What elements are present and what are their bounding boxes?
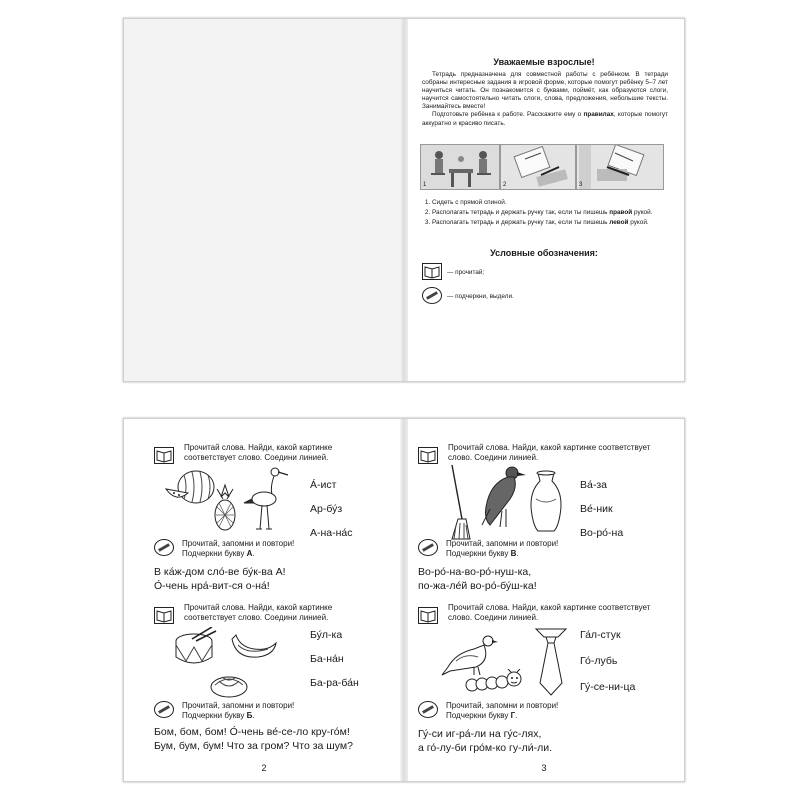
- book-icon: [422, 263, 442, 280]
- page3-sentence1: Во-ро́-на-во-ро́-нуш-ка, по-жа-ле́й во-ро́-бу́ш-ка!: [418, 566, 537, 592]
- page3-task1: Прочитай слова. Найди, какой картинке соответствует слово. Соедини линией.: [448, 443, 651, 462]
- page-number-3: 3: [541, 763, 547, 773]
- page2-task2: Прочитай, запомни и повтори! Подчеркни букву А.: [182, 539, 295, 558]
- vase-picture: [526, 469, 566, 535]
- page3-task2: Прочитай, запомни и повтори! Подчеркни букву В.: [446, 539, 559, 558]
- page-2: [124, 419, 404, 781]
- pencil-icon: [418, 701, 438, 718]
- tie-picture: [534, 627, 568, 697]
- book-icon: [418, 447, 438, 464]
- pencil-icon: [154, 701, 174, 718]
- pencil-icon: [418, 539, 438, 556]
- bottom-gutter: [400, 419, 408, 781]
- rule-item: 3. Располагать тетрадь и держать ручку так, если ты пишешь левой рукой.: [432, 219, 668, 227]
- word-bulka: Бу́л-ка: [310, 629, 343, 641]
- stork-picture: [242, 465, 290, 535]
- caterpillar-picture: [464, 669, 528, 693]
- book-icon: [418, 607, 438, 624]
- pineapple-picture: [212, 483, 238, 533]
- page3-sentence2: Гу́-си иг-ра́-ли на гу́с-лях, а го́-лу-би гро́м-ко гу-ли́-ли.: [418, 728, 553, 754]
- bottom-spread: [123, 418, 685, 782]
- intro-paragraph-2: Подготовьте ребёнка к работе. Расскажите ему о правилах, которые помогут аккуратно и красиво писать.: [422, 111, 668, 127]
- pencil-icon: [154, 539, 174, 556]
- blank-left-page: [124, 19, 404, 381]
- page3-task3: Прочитай слова. Найди, какой картинке соответствует слово. Соедини линией.: [448, 603, 651, 622]
- page3-task4: Прочитай, запомни и повтори! Подчеркни букву Г.: [446, 701, 559, 720]
- intro-page: [404, 19, 684, 381]
- photo-right-hand: 2: [500, 144, 576, 190]
- word-gusenitsa: Гу́-се-ни-ца: [580, 681, 636, 693]
- legend-title: Условные обозначения:: [490, 248, 598, 258]
- page-number-2: 2: [261, 763, 267, 773]
- word-vaza: Ва́-за: [580, 479, 607, 491]
- pencil-icon: [422, 287, 442, 304]
- word-venik: Ве́-ник: [580, 503, 613, 515]
- photo-left-hand: 3: [576, 144, 664, 190]
- intro-paragraph-1: Тетрадь предназначена для совместной работы с ребёнком. В тетради собраны интересные задания в игровой форме, которые помогут ребёнку 5–7 лет научиться читать. Он познакомится с буквами, поймёт, как образуются слоги, научится самостоятельно читать слоги, слова, предложения, небольшие тексты. Занимайтесь вместе!: [422, 71, 668, 111]
- book-icon: [154, 607, 174, 624]
- legend-underline: — подчеркни, выдели.: [447, 293, 514, 300]
- drum-picture: [172, 627, 218, 669]
- page2-task3: Прочитай слова. Найди, какой картинке соответствует слово. Соедини линией.: [184, 603, 333, 622]
- rules-list: [422, 199, 668, 229]
- word-banan: Ба-на́н: [310, 653, 344, 665]
- rule-item: 1. Сидеть с прямой спиной.: [432, 199, 668, 207]
- page2-task4: Прочитай, запомни и повтори! Подчеркни букву Б.: [182, 701, 295, 720]
- book-icon: [154, 447, 174, 464]
- top-gutter: [400, 19, 408, 381]
- page2-task1: Прочитай слова. Найди, какой картинке соответствует слово. Соедини линией.: [184, 443, 333, 462]
- legend-read: — прочитай;: [447, 269, 485, 276]
- word-vorona: Во-ро́-на: [580, 527, 624, 539]
- photo-sitting-posture: 1: [420, 144, 500, 190]
- word-baraban: Ба-ра-ба́н: [310, 677, 359, 689]
- word-galstuk: Га́л-стук: [580, 629, 621, 641]
- crow-picture: [476, 463, 528, 533]
- word-aist: А́-ист: [310, 479, 337, 491]
- word-golub: Го́-лубь: [580, 655, 618, 667]
- word-arbuz: Ар-бу́з: [310, 503, 343, 515]
- page2-sentence2: Бом, бом, бом! О́-чень ве́-се-ло кру-го́м! Бум, бум, бум! Что за гром? Что за шум?: [154, 726, 353, 752]
- rule-item: 2. Располагать тетрадь и держать ручку так, если ты пишешь правой рукой.: [432, 209, 668, 217]
- top-spread: [123, 18, 685, 382]
- broom-picture: [448, 463, 472, 543]
- word-ananas: А-на-на́с: [310, 527, 353, 539]
- intro-text: [422, 71, 668, 128]
- banana-picture: [228, 629, 280, 663]
- page-3: [404, 419, 684, 781]
- page2-sentence1: В ка́ж-дом сло́-ве бу́к-ва А! О́-чень нра́-вит-ся о-на́!: [154, 566, 286, 592]
- bun-picture: [208, 669, 250, 699]
- watermelon-picture: [164, 469, 216, 505]
- intro-title: Уважаемые взрослые!: [493, 57, 595, 67]
